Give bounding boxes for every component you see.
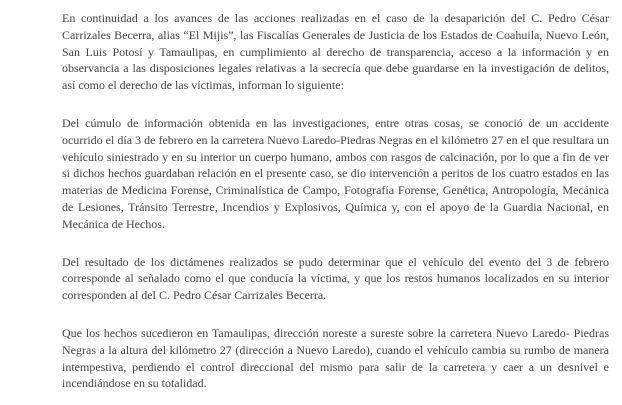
document-text-block [62,10,609,392]
paragraph-intro-fiscalias: En continuidad a los avances de las acciones realizadas en el caso de la desaparición del C. Pedro César Carrizales Becerra, alias “El Mijis”, las Fiscalías Generales de Justicia de los Estados de Coahuila, Nuevo León, San Luis Potosí y Tamaulipas, en cumplimiento al derecho de transparencia, acceso a la información y en observancia a las disposiciones legales relativas a la secrecía que debe guardarse en la investigación de delitos, así como el derecho de las víctimas, informan lo siguiente: [62,11,609,93]
paragraph-resultado-dictamenes: Del resultado de los dictámenes realizados se pudo determinar que el vehículo del evento del 3 de febrero corresponde al señalado como el que conducía la víctima, y que los restos humanos localizados en su interior corresponden al del C. Pedro César Carrizales Becerra. [62,254,609,303]
paragraph-hechos-tamaulipas: Que los hechos sucedieron en Tamaulipas, dirección noreste a sureste sobre la carretera Nuevo Laredo- Piedras Negras a la altura del kilómetro 27 (dirección a Nuevo Laredo), cuando el vehículo cambia su rumbo de manera intempestiva, perdiendo el control direccional del mismo para salir de la carretera y caer a un desnivel e incendiándose en su totalidad. [62,325,609,391]
paragraph-accidente-peritos: Del cúmulo de información obtenida en las investigaciones, entre otras cosas, se conoció de un accidente ocurrido el día 3 de febrero en la carretera Nuevo Laredo-Piedras Negras en el kilómetro 27 en el que resultara un vehículo siniestrado y en su interior un cuerpo humano, ambos con rasgos de calcinación, por lo que a fin de ver si dichos hechos guardaban relación en el presente caso, se dio intervención a peritos de los cuatro estados en las materias de Medicina Forense, Criminalística de Campo, Fotografía Forense, Genética, Antropología, Mecánica de Lesiones, Tránsito Terrestre, Incendios y Explosivos, Química y, con el apoyo de la Guardia Nacional, en Mecánica de Hechos. [62,115,609,231]
